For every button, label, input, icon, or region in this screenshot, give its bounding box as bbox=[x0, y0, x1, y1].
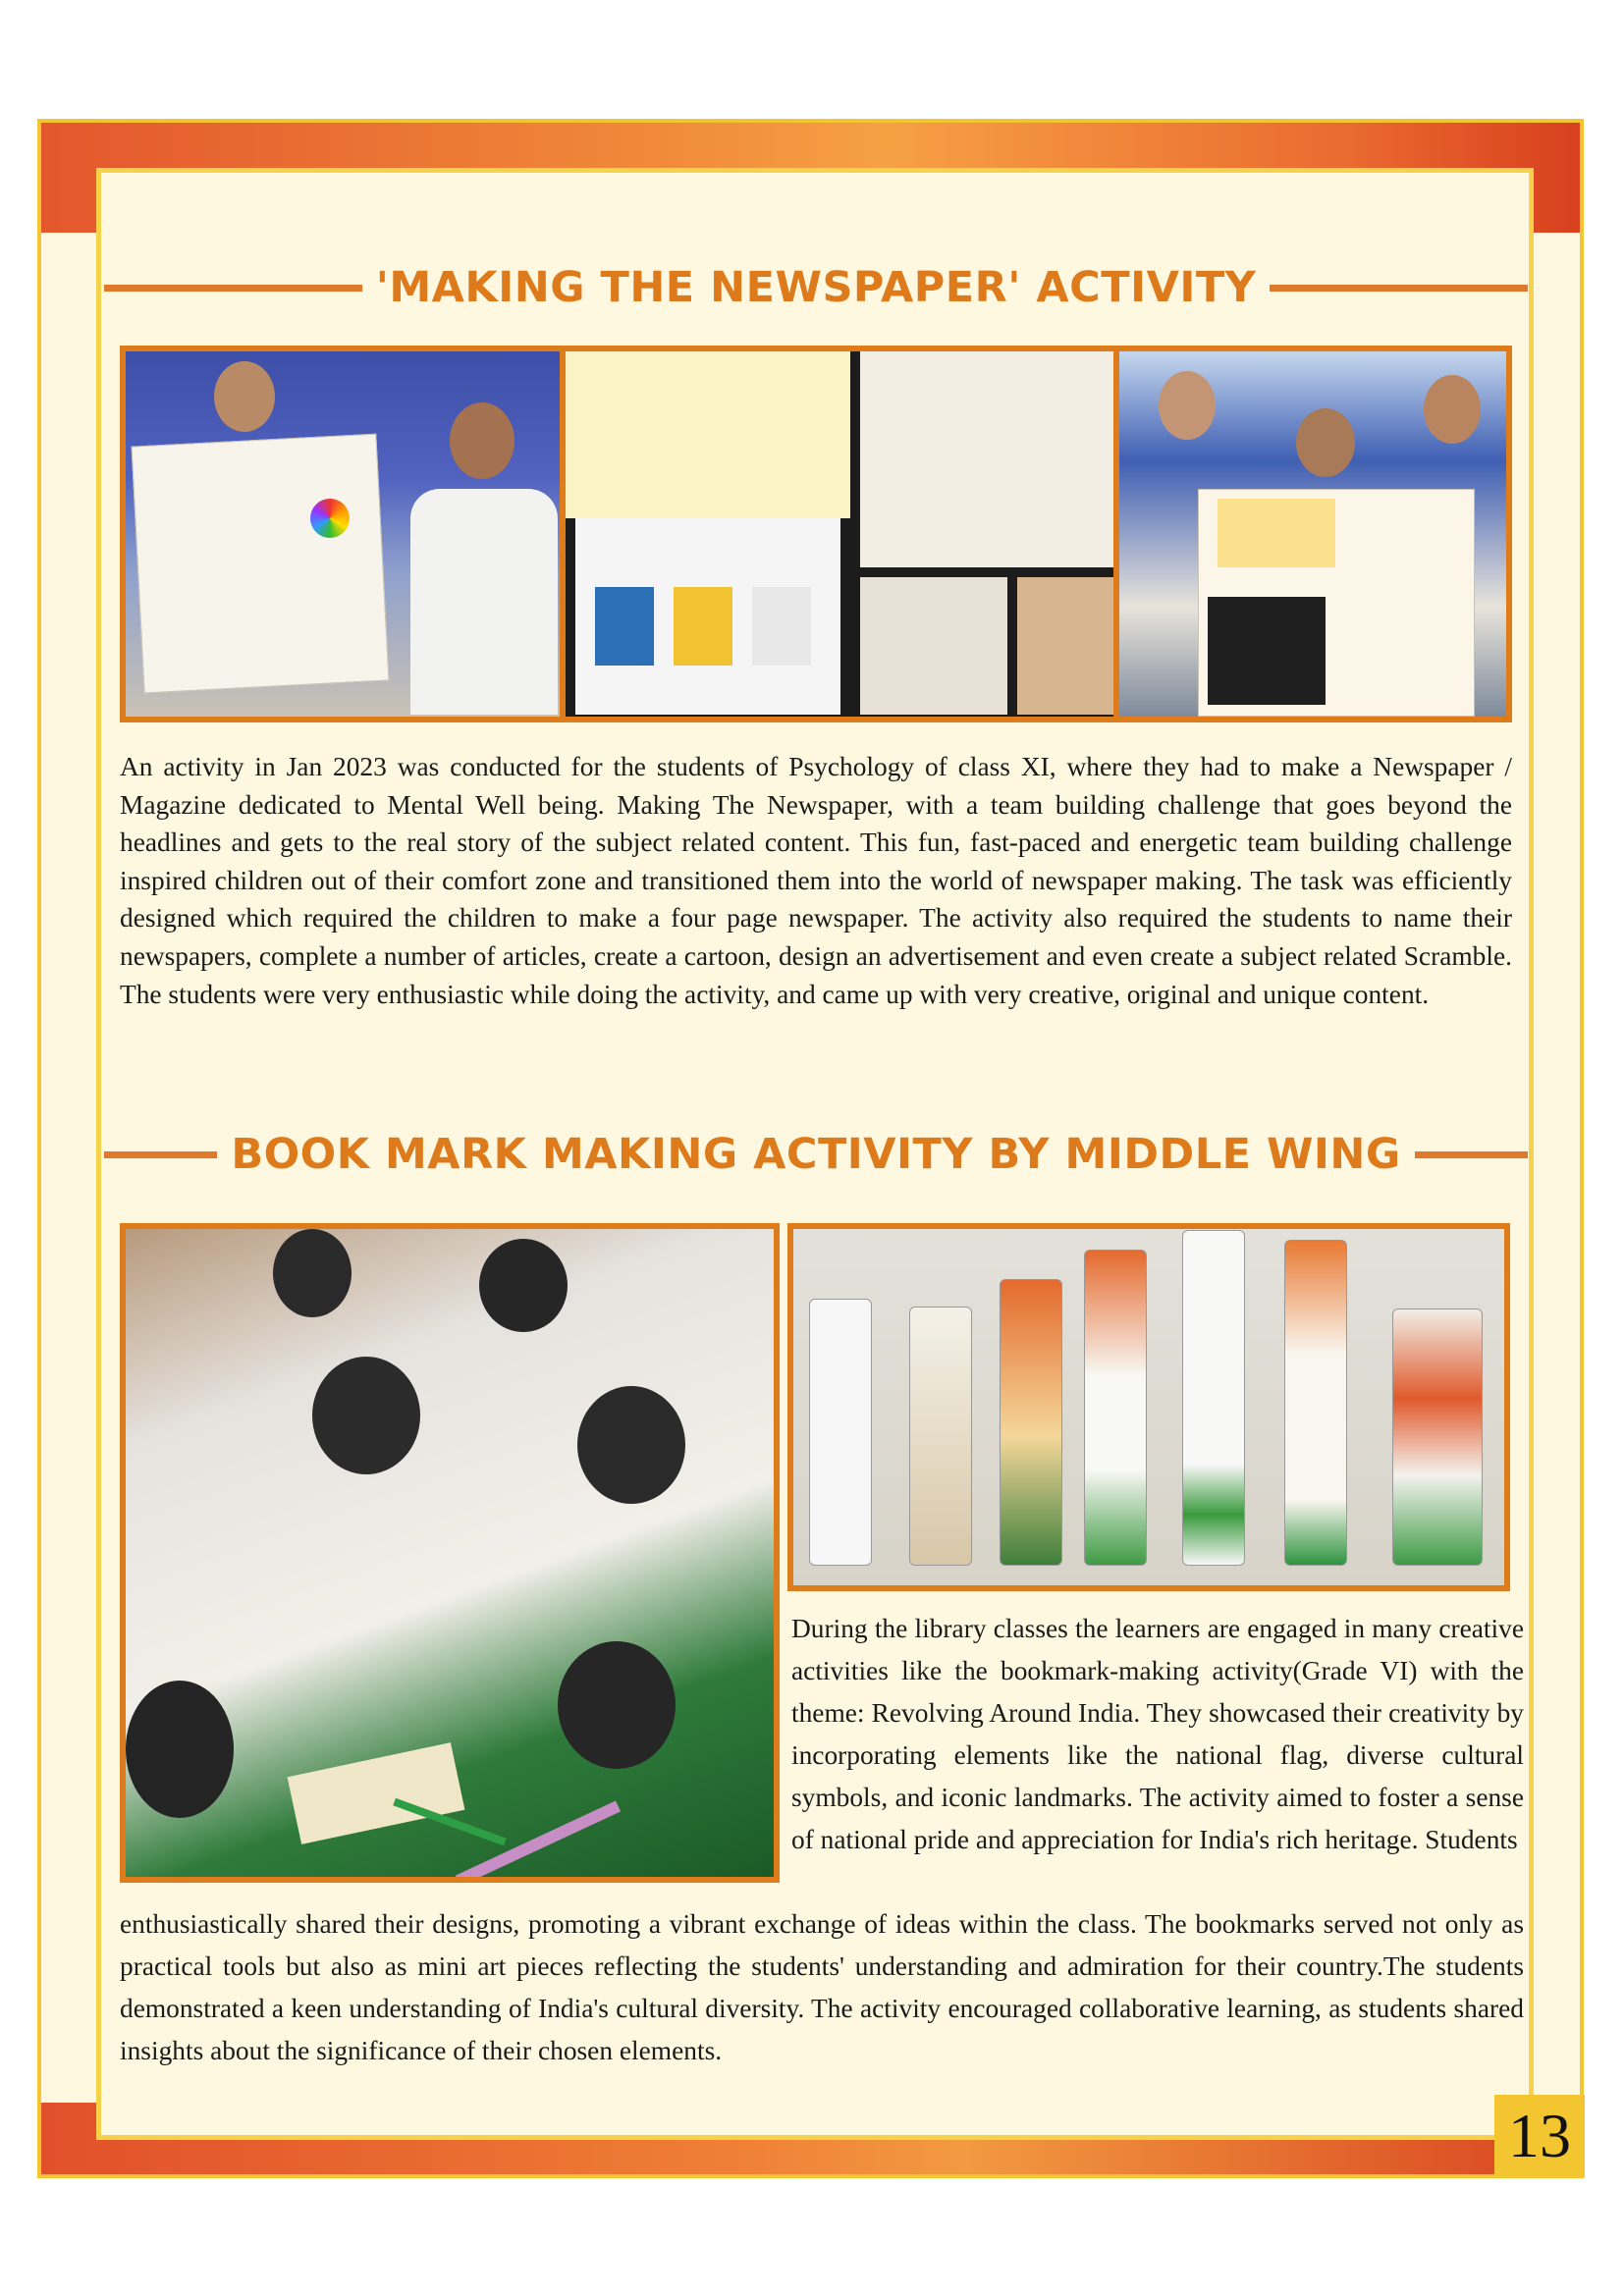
photo-students-holding-newspaper bbox=[126, 351, 560, 717]
section-title: BOOK MARK MAKING ACTIVITY BY MIDDLE WING bbox=[231, 1130, 1401, 1179]
heading-rule-right bbox=[1270, 285, 1528, 292]
section-heading-newspaper bbox=[104, 263, 1528, 312]
bookmark-activity-description-top: During the library classes the learners are engaged in many creative activities like the bookmark-making activity(Grade VI) with the theme: Revolving Around India. They showcased their creativity by incorporating elements like the national flag, diverse cultural symbols, and iconic landmarks. The activity aimed to foster a sense of national pride and appreciation for India's rich heritage. Students bbox=[791, 1614, 1524, 1854]
newspaper-activity-description: An activity in Jan 2023 was conducted for the students of Psychology of class XI, where they had to make a Newspaper / Magazine dedicated to Mental Well being. Making The Newspaper, with a team building challenge that goes beyond the headlines and gets to the real story of the subject related content. This fun, fast-paced and energetic team building challenge inspired children out of their comfort zone and transitioned them into the world of newspaper making. The task was efficiently designed which required the children to make a four page newspaper. The activity also required the students to name their newspapers, complete a number of articles, create a cartoon, design an advertisement and even create a subject related Scramble. The students were very enthusiastic while doing the activity, and came up with very creative, original and unique content. bbox=[120, 752, 1512, 1009]
heading-rule-left bbox=[104, 285, 362, 292]
heading-rule-left bbox=[104, 1151, 217, 1158]
section-title: 'MAKING THE NEWSPAPER' ACTIVITY bbox=[375, 263, 1257, 312]
newspaper-activity-photo bbox=[120, 346, 1512, 722]
section-heading-bookmark bbox=[104, 1130, 1528, 1179]
students-making-bookmarks-photo bbox=[120, 1223, 780, 1883]
page-number: 13 bbox=[1508, 2101, 1571, 2170]
photo-students-with-magazine bbox=[1119, 351, 1506, 717]
bookmark-activity-description-bottom: enthusiastically shared their designs, promoting a vibrant exchange of ideas within the class. The bookmarks served not only as practical tools but also as mini art pieces reflecting the students' understanding and admiration for their country.The students demonstrated a keen understanding of India's cultural diversity. The activity encouraged collaborative learning, as students shared insights about the significance of their chosen elements. bbox=[120, 1909, 1524, 2065]
page-number-box bbox=[1494, 2095, 1585, 2177]
photo-newspaper-closeup bbox=[566, 351, 1113, 717]
finished-bookmarks-photo bbox=[787, 1223, 1510, 1591]
heading-rule-right bbox=[1415, 1151, 1528, 1158]
